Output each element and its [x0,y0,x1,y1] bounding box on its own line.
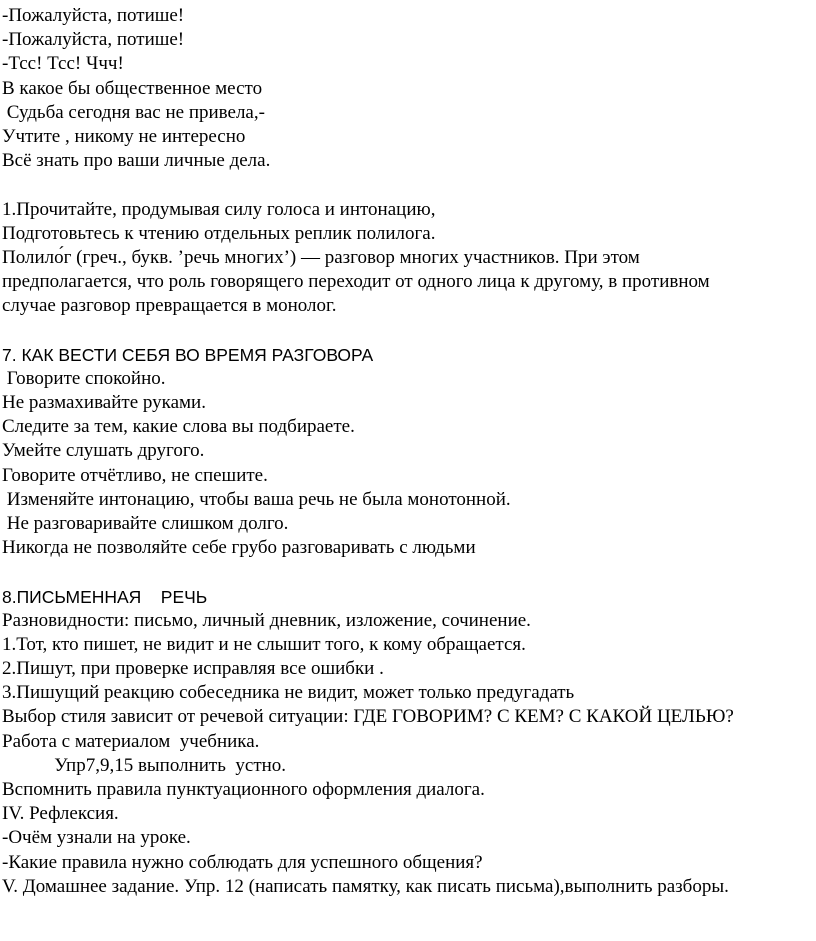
rule-line: Умейте слушать другого. [2,440,205,462]
paragraph-gap [2,173,816,197]
poem-line: Всё знать про ваши личные дела. [2,150,271,172]
text-line: Работа с материалом учебника. [2,730,260,752]
text-line: Выбор стиля зависит от речевой ситуации: ГДЕ ГОВОРИМ? С КЕМ? С КАКОЙ ЦЕЛЬЮ? [2,706,734,728]
poem-line: -Тсс! Тсс! Ччч! [2,53,124,75]
poem-line: В какое бы общественное место [2,77,263,99]
section-8-heading: 8.ПИСЬМЕННАЯ РЕЧЬ [2,586,208,607]
text-line: 3.Пишущий реакцию собеседника не видит, может только предугадать [2,682,575,704]
text-line: Вспомнить правила пунктуационного оформления диалога. [2,779,485,800]
text-line: V. Домашнее задание. Упр. 12 (написать памятку, как писать письма),выполнить разборы. [2,875,729,897]
text-line: -Какие правила нужно соблюдать для успешного общения? [2,851,483,873]
task-line: Подготовьтесь к чтению отдельных реплик полилога. [2,222,436,244]
text-line: Разновидности: письмо, личный дневник, изложение, сочинение. [2,609,531,631]
poem-line: -Пожалуйста, потише! [2,5,185,26]
definition-line: Полило́г (греч., букв. ’речь многих’) — разговор многих участников. При этом [2,246,640,268]
task-line: 1.Прочитайте, продумывая силу голоса и интонацию, [2,198,436,220]
section-7-heading: 7. КАК ВЕСТИ СЕБЯ ВО ВРЕМЯ РАЗГОВОРА [2,344,374,365]
paragraph-gap [2,318,816,342]
rule-line: Изменяйте интонацию, чтобы ваша речь не была монотонной. [2,488,511,510]
rule-line: Никогда не позволяйте себе грубо разговаривать с людьми [2,537,476,559]
poem-line: Учтите , никому не интересно [2,125,246,147]
rule-line: Говорите спокойно. [2,367,166,389]
poem-line: -Пожалуйста, потише! [2,29,185,51]
text-line: 2.Пишут, при проверке исправляя все ошибки . [2,658,384,680]
text-line: IV. Рефлексия. [2,803,119,825]
rule-line: Не размахивайте руками. [2,392,206,413]
text-line: -Очём узнали на уроке. [2,827,191,849]
definition-line: случае разговор превращается в монолог. [2,295,337,317]
text-line: 1.Тот, кто пишет, не видит и не слышит того, к кому обращается. [2,633,526,655]
text-line: Упр7,9,15 выполнить устно. [2,754,287,776]
paragraph-gap [2,560,816,584]
rule-line: Говорите отчётливо, не спешите. [2,464,268,486]
rule-line: Не разговаривайте слишком долго. [2,512,289,534]
rule-line: Следите за тем, какие слова вы подбираете. [2,416,355,438]
definition-line: предполагается, что роль говорящего переходит от одного лица к другому, в противном [2,271,710,293]
poem-line: Судьба сегодня вас не привела,- [2,101,265,123]
